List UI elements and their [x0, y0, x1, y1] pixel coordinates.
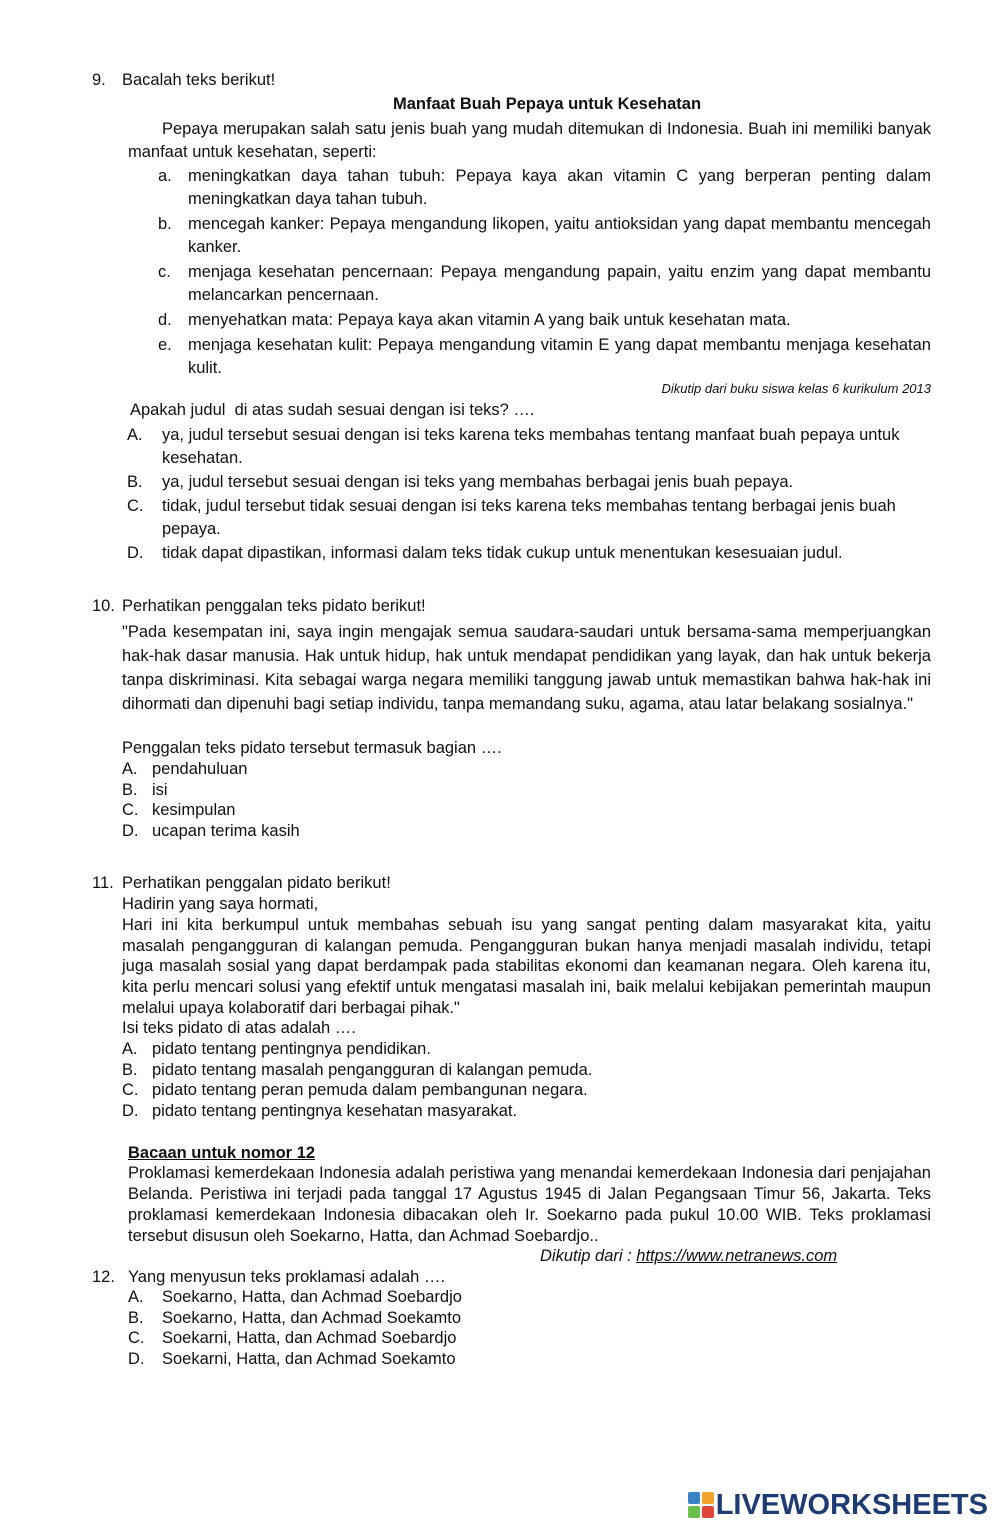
q9-point-c: [158, 261, 931, 307]
reading12-passage: Proklamasi kemerdekaan Indonesia adalah peristiwa yang menandai kemerdekaan Indonesia dari penjajahan Belanda. Peristiwa ini terjadi pada tanggal 17 Agustus 1945 di Jalan Pegangsaan Timur 56, Jakarta. Teks proklamasi kemerdekaan Indonesia dibacakan oleh Ir. Soekarno pada pukul 10.00 WIB. Teks proklamasi tersebut disusun oleh Soekarno, Hatta, dan Achmad Soebardjo..: [128, 1164, 931, 1245]
option-text: pidato tentang peran pemuda dalam pembangunan negara.: [152, 1081, 588, 1099]
q12-option-a[interactable]: [128, 1287, 462, 1308]
list-label: e.: [158, 336, 172, 354]
q11-passage: Hari ini kita berkumpul untuk membahas sebuah isu yang sangat penting dalam masyarakat kita, yaitu masalah pengangguran di kalangan pemuda. Pengangguran bukan hanya menjadi masalah individu, tetapi juga masalah sosial yang dapat berdampak pada stabilitas ekonomi dan keamanan negara. Oleh karena itu, kita perlu mencari solusi yang efektif untuk mengatasi masalah ini, baik melalui kebijakan pemerintah maupun melalui upaya kolaboratif dari berbagai pihak.": [122, 916, 931, 1017]
option-text: Soekarni, Hatta, dan Achmad Soebardjo: [162, 1329, 457, 1347]
liveworksheets-logo[interactable]: [688, 1488, 988, 1522]
option-label: A.: [122, 1040, 138, 1058]
q9-point-d: [158, 309, 931, 332]
q11-header: [92, 873, 391, 894]
q12-options: [128, 1287, 462, 1369]
q12-header: [92, 1267, 445, 1288]
option-label: B.: [127, 473, 143, 491]
q9-points: [158, 165, 931, 380]
logo-text: LIVEWORKSHEETS: [715, 1488, 988, 1521]
option-label: D.: [122, 1101, 139, 1120]
list-text: meningkatkan daya tahan tubuh: Pepaya kaya akan vitamin C yang berperan penting dalam meningkatkan daya tahan tubuh.: [188, 167, 931, 208]
q10-number: 10.: [92, 597, 115, 615]
q12-option-b[interactable]: [128, 1308, 462, 1329]
list-label: b.: [158, 215, 172, 233]
option-text: Soekarni, Hatta, dan Achmad Soekamto: [162, 1349, 456, 1368]
reading12-source: [540, 1246, 837, 1267]
q12-option-c[interactable]: [128, 1328, 462, 1349]
logo-square-icon: [688, 1492, 700, 1504]
option-text: kesimpulan: [152, 801, 236, 819]
option-text: pidato tentang pentingnya pendidikan.: [152, 1040, 431, 1058]
q11-question: Isi teks pidato di atas adalah ….: [122, 1019, 356, 1037]
option-label: A.: [128, 1288, 144, 1306]
q9-point-e: [158, 334, 931, 380]
option-label: C.: [128, 1329, 145, 1347]
q9-instruction: Bacalah teks berikut!: [122, 71, 276, 89]
option-label: D.: [128, 1349, 145, 1368]
option-text: tidak, judul tersebut tidak sesuai dengan isi teks karena teks membahas tentang berbagai jenis buah pepaya.: [162, 497, 896, 538]
option-text: Soekarno, Hatta, dan Achmad Soekamto: [162, 1308, 462, 1327]
q11-option-d[interactable]: [122, 1101, 592, 1122]
option-label: A.: [127, 426, 143, 444]
logo-square-icon: [702, 1492, 714, 1504]
option-label: A.: [122, 760, 138, 778]
option-label: B.: [122, 1060, 138, 1079]
option-text: ya, judul tersebut sesuai dengan isi teks karena teks membahas tentang manfaat buah pepaya untuk kesehatan.: [162, 426, 900, 467]
option-text: ucapan terima kasih: [152, 821, 300, 840]
source-prefix: Dikutip dari :: [540, 1247, 637, 1265]
q9-question: Apakah judul di atas sudah sesuai dengan isi teks? ….: [130, 401, 535, 419]
option-text: Soekarno, Hatta, dan Achmad Soebardjo: [162, 1288, 462, 1306]
q9-option-d[interactable]: [127, 542, 919, 565]
q12-option-d[interactable]: [128, 1349, 462, 1370]
q9-options: [127, 424, 919, 565]
logo-square-icon: [702, 1506, 714, 1518]
q12-number: 12.: [92, 1268, 115, 1286]
option-text: isi: [152, 780, 168, 799]
q9-number: 9.: [92, 71, 106, 89]
q11-option-c[interactable]: [122, 1080, 592, 1101]
q11-greeting: Hadirin yang saya hormati,: [122, 895, 319, 913]
option-text: ya, judul tersebut sesuai dengan isi teks yang membahas berbagai jenis buah pepaya.: [162, 473, 794, 491]
q9-title: Manfaat Buah Pepaya untuk Kesehatan: [392, 95, 702, 113]
q9-intro: Pepaya merupakan salah satu jenis buah yang mudah ditemukan di Indonesia. Buah ini memiliki banyak manfaat untuk kesehatan, seperti:: [128, 120, 931, 161]
q10-option-a[interactable]: [122, 759, 300, 780]
q9-point-a: [158, 165, 931, 211]
q12-question: Yang menyusun teks proklamasi adalah ….: [128, 1268, 446, 1286]
option-label: B.: [128, 1308, 144, 1327]
list-text: menyehatkan mata: Pepaya kaya akan vitamin A yang baik untuk kesehatan mata.: [188, 311, 791, 329]
q11-options: [122, 1039, 592, 1121]
option-text: pidato tentang pentingnya kesehatan masyarakat.: [152, 1101, 518, 1120]
option-text: pidato tentang masalah pengangguran di kalangan pemuda.: [152, 1060, 593, 1079]
q9-option-c[interactable]: [127, 495, 919, 541]
q11-instruction: Perhatikan penggalan pidato berikut!: [122, 874, 391, 892]
logo-square-icon: [688, 1506, 700, 1518]
q9-point-b: [158, 213, 931, 259]
q10-header: [92, 596, 426, 617]
option-label: C.: [127, 497, 144, 515]
q10-options: [122, 759, 300, 841]
q11-option-a[interactable]: [122, 1039, 592, 1060]
list-text: menjaga kesehatan pencernaan: Pepaya mengandung papain, yaitu enzim yang dapat membantu melancarkan pencernaan.: [188, 263, 931, 304]
q9-option-a[interactable]: [127, 424, 919, 470]
q10-instruction: Perhatikan penggalan teks pidato berikut!: [122, 597, 426, 615]
q9-option-b[interactable]: [127, 471, 919, 494]
q10-passage: "Pada kesempatan ini, saya ingin mengajak semua saudara-saudari untuk bersama-sama memperjuangkan hak-hak dasar manusia. Hak untuk hidup, hak untuk mendapat pendidikan yang layak, dan hak untuk bekerja tanpa diskriminasi. Kita sebagai warga negara memiliki tanggung jawab untuk memastikan bahwa hak-hak ini dihormati dan dipenuhi bagi setiap individu, tanpa memandang suku, agama, atau latar belakang sosialnya.": [122, 623, 931, 713]
source-link[interactable]: https://www.netranews.com: [636, 1247, 838, 1265]
option-label: C.: [122, 801, 139, 819]
list-text: mencegah kanker: Pepaya mengandung likopen, yaitu antioksidan yang dapat membantu mencegah kanker.: [188, 215, 931, 256]
list-label: c.: [158, 263, 171, 281]
list-label: d.: [158, 311, 172, 329]
option-text: pendahuluan: [152, 760, 248, 778]
q9-source: Dikutip dari buku siswa kelas 6 kurikulum 2013: [661, 381, 931, 396]
option-label: C.: [122, 1081, 139, 1099]
q11-option-b[interactable]: [122, 1060, 592, 1081]
reading12-heading: Bacaan untuk nomor 12: [128, 1144, 316, 1162]
list-label: a.: [158, 167, 172, 185]
q10-option-d[interactable]: [122, 821, 300, 842]
q10-option-c[interactable]: [122, 800, 300, 821]
q10-question: Penggalan teks pidato tersebut termasuk bagian ….: [122, 739, 502, 757]
logo-mark-icon: [688, 1492, 714, 1518]
q11-number: 11.: [92, 874, 114, 892]
list-text: menjaga kesehatan kulit: Pepaya mengandung vitamin E yang dapat membantu menjaga kesehatan kulit.: [188, 336, 931, 377]
option-label: D.: [127, 544, 144, 562]
q9-header: [92, 70, 275, 91]
option-label: D.: [122, 821, 139, 840]
option-label: B.: [122, 780, 138, 799]
option-text: tidak dapat dipastikan, informasi dalam teks tidak cukup untuk menentukan kesesuaian judul.: [162, 544, 843, 562]
q10-option-b[interactable]: [122, 780, 300, 801]
